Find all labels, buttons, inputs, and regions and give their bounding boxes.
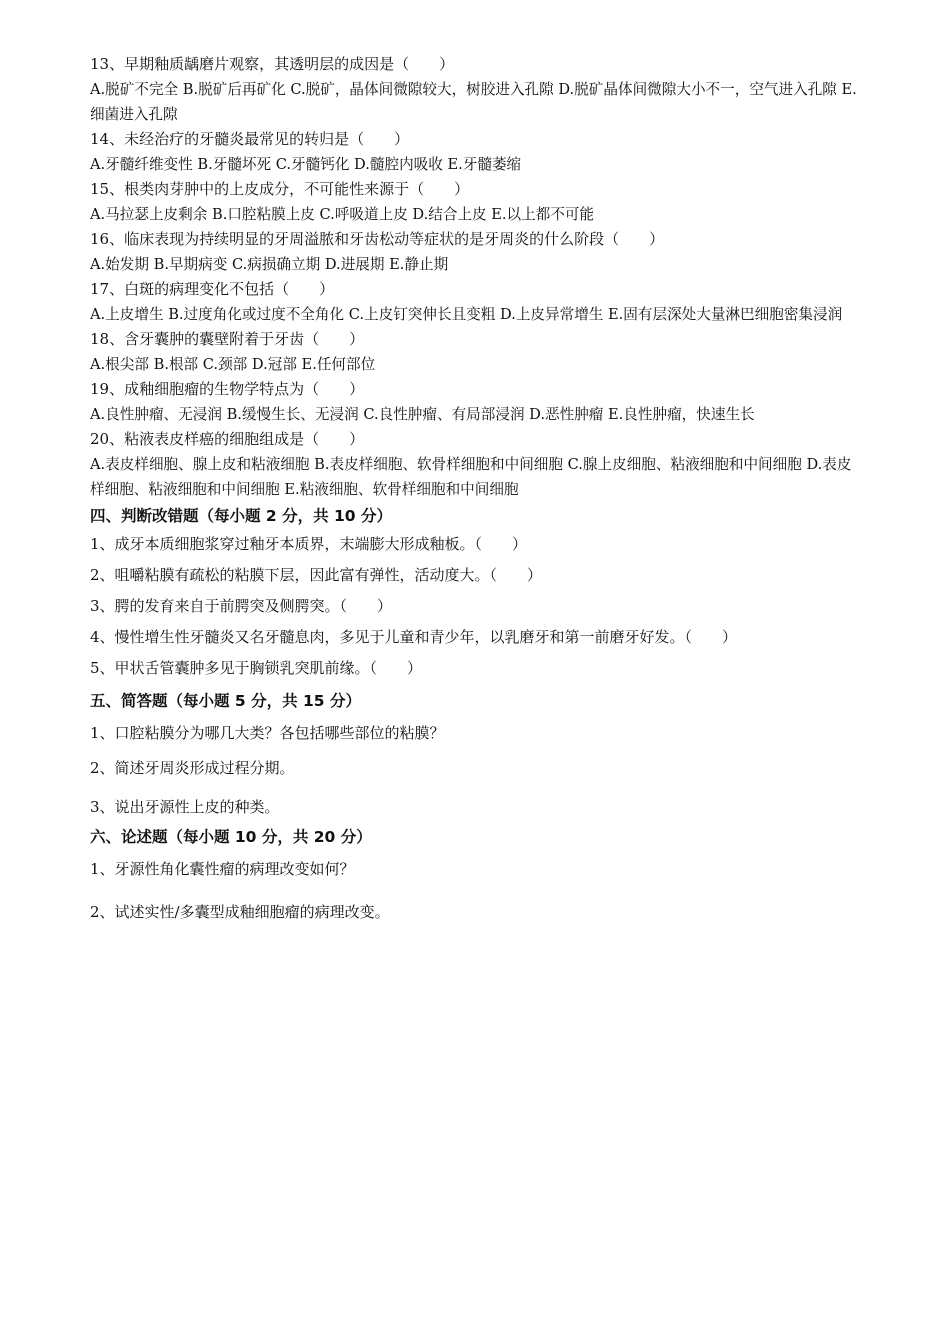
question-13: 13、早期釉质龋磨片观察，其透明层的成因是（ ） (90, 55, 455, 73)
essay-item-2: 2、试述实性/多囊型成釉细胞瘤的病理改变。 (90, 903, 390, 921)
question-18-options: A.根尖部 B.根部 C.颈部 D.冠部 E.任何部位 (90, 356, 376, 373)
question-17: 17、白斑的病理变化不包括（ ） (90, 280, 335, 298)
short-answer-section (90, 718, 865, 823)
section-4-title: 四、判断改错题（每小题 2 分，共 10 分） (90, 507, 392, 525)
judge-item-4: 4、慢性增生性牙髓炎又名牙髓息肉，多见于儿童和青少年，以乳磨牙和第一前磨牙好发。（ ） (90, 628, 738, 646)
question-14-options: A.牙髓纤维变性 B.牙髓坏死 C.牙髓钙化 D.髓腔内吸收 E.牙髓萎缩 (90, 156, 522, 173)
question-18: 18、含牙囊肿的囊壁附着于牙齿（ ） (90, 330, 365, 348)
judge-item-1: 1、成牙本质细胞浆穿过釉牙本质界，末端膨大形成釉板。（ ） (90, 535, 528, 553)
short-item-2: 2、简述牙周炎形成过程分期。 (90, 759, 295, 777)
question-15-options: A.马拉瑟上皮剩余 B.口腔粘膜上皮 C.呼吸道上皮 D.结合上皮 E.以上都不可能 (90, 206, 595, 223)
question-17-options: A.上皮增生 B.过度角化或过度不全角化 C.上皮钉突伸长且变粗 D.上皮异常增生 E.固有层深处大量淋巴细胞密集浸润 (90, 306, 843, 323)
section-5-title: 五、简答题（每小题 5 分，共 15 分） (90, 692, 361, 710)
question-19-options: A.良性肿瘤、无浸润 B.缓慢生长、无浸润 C.良性肿瘤、有局部浸润 D.恶性肿瘤 E.良性肿瘤，快速生长 (90, 406, 755, 423)
short-item-1: 1、口腔粘膜分为哪几大类？各包括哪些部位的粘膜？ (90, 724, 445, 742)
question-19: 19、成釉细胞瘤的生物学特点为（ ） (90, 380, 365, 398)
question-13-options: A.脱矿不完全 B.脱矿后再矿化 C.脱矿，晶体间微隙较大，树胶进入孔隙 D.脱矿晶体间微隙大小不一，空气进入孔隙 E.细菌进入孔隙 (90, 81, 857, 123)
question-20: 20、粘液表皮样癌的细胞组成是（ ） (90, 430, 365, 448)
question-16-options: A.始发期 B.早期病变 C.病损确立期 D.进展期 E.静止期 (90, 256, 449, 273)
short-item-3: 3、说出牙源性上皮的种类。 (90, 798, 280, 816)
essay-item-1: 1、牙源性角化囊性瘤的病理改变如何？ (90, 860, 355, 878)
mcq-section (90, 52, 865, 502)
true-false-section (90, 529, 865, 684)
question-14: 14、未经治疗的牙髓炎最常见的转归是（ ） (90, 130, 410, 148)
question-16: 16、临床表现为持续明显的牙周溢脓和牙齿松动等症状的是牙周炎的什么阶段（ ） (90, 230, 665, 248)
question-15: 15、根类肉芽肿中的上皮成分，不可能性来源于（ ） (90, 180, 470, 198)
essay-section (90, 854, 865, 928)
judge-item-3: 3、腭的发育来自于前腭突及侧腭突。（ ） (90, 597, 393, 615)
judge-item-5: 5、甲状舌管囊肿多见于胸锁乳突肌前缘。（ ） (90, 659, 423, 677)
exam-page (90, 52, 865, 928)
section-6-title: 六、论述题（每小题 10 分，共 20 分） (90, 828, 372, 846)
judge-item-2: 2、咀嚼粘膜有疏松的粘膜下层，因此富有弹性，活动度大。（ ） (90, 566, 543, 584)
question-20-options: A.表皮样细胞、腺上皮和粘液细胞 B.表皮样细胞、软骨样细胞和中间细胞 C.腺上皮细胞、粘液细胞和中间细胞 D.表皮样细胞、粘液细胞和中间细胞 E.粘液细胞、软骨样细胞和中间细胞 (90, 456, 852, 498)
